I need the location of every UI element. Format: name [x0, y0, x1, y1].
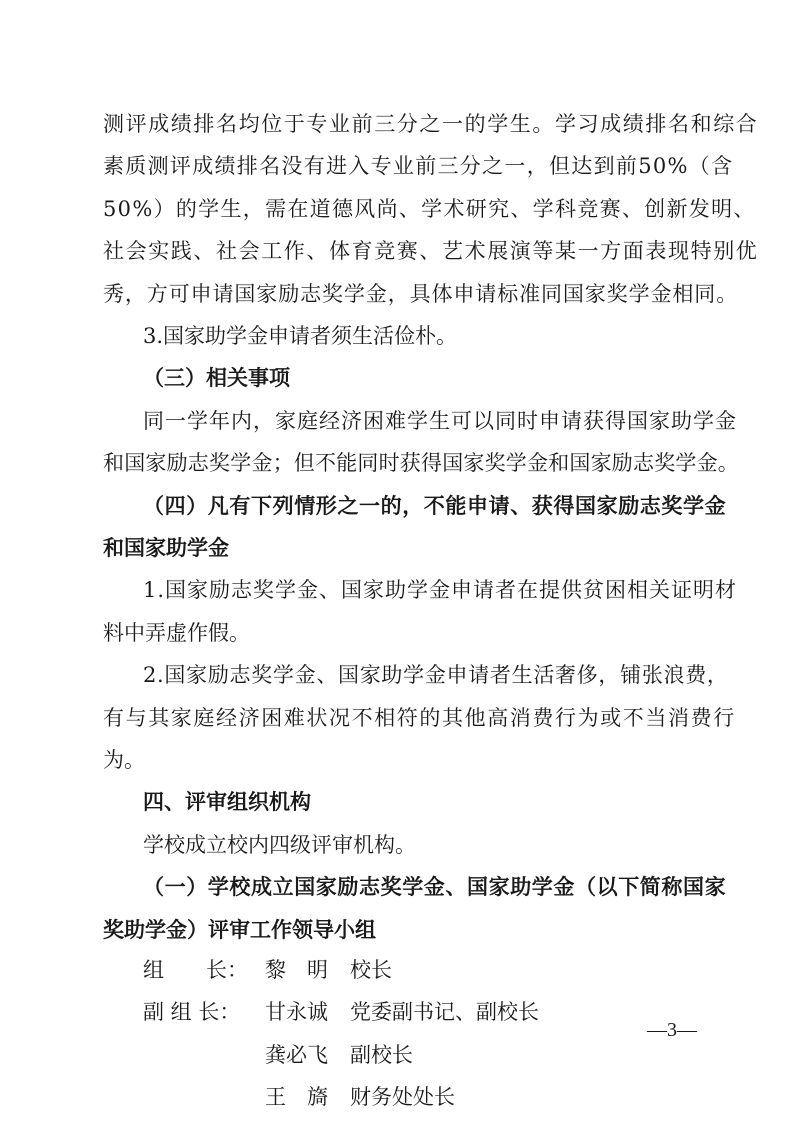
paragraph-line: 社会实践、社会工作、体育竞赛、艺术展演等某一方面表现特别优 [103, 239, 759, 263]
member-name: 龚必飞 [265, 1043, 328, 1067]
paragraph-line: 有与其家庭经济困难状况不相符的其他高消费行为或不当消费行 [103, 706, 736, 730]
paragraph-line: 素质测评成绩排名没有进入专业前三分之一，但达到前50%（含 [103, 154, 734, 178]
paragraph-line: 50%）的学生，需在道德风尚、学术研究、学科竞赛、创新发明、 [103, 197, 756, 221]
member-title: 校长 [350, 958, 392, 982]
section-heading: （三）相关事项 [143, 365, 290, 390]
paragraph-line: 同一学年内，家庭经济困难学生可以同时申请获得国家助学金 [143, 409, 737, 433]
paragraph-line: 3.国家助学金申请者须生活俭朴。 [143, 324, 458, 348]
section-heading: 四、评审组织机构 [143, 789, 311, 814]
member-name: 黎 明 [265, 958, 328, 982]
paragraph-line: 为。 [103, 748, 145, 772]
member-name: 甘永诚 [265, 1000, 328, 1024]
paragraph-line: 测评成绩排名均位于专业前三分之一的学生。学习成绩排名和综合 [103, 112, 759, 136]
paragraph-line: 秀，方可申请国家励志奖学金，具体申请标准同国家奖学金相同。 [103, 282, 739, 306]
section-heading: 奖助学金）评审工作领导小组 [103, 917, 376, 942]
paragraph-line: 和国家励志奖学金；但不能同时获得国家奖学金和国家励志奖学金。 [103, 451, 739, 475]
paragraph-line: 学校成立校内四级评审机构。 [143, 833, 416, 857]
member-title: 副校长 [350, 1043, 413, 1067]
section-heading: 和国家助学金 [103, 535, 229, 560]
member-title: 财务处处长 [350, 1085, 455, 1109]
member-title: 党委副书记、副校长 [350, 1000, 539, 1024]
member-role: 副 组 长： [143, 1000, 241, 1024]
member-role: 组 长： [143, 958, 248, 982]
member-name: 王 旖 [265, 1085, 328, 1109]
section-heading: （四）凡有下列情形之一的，不能申请、获得国家励志奖学金 [143, 493, 727, 518]
paragraph-line: 1.国家励志奖学金、国家助学金申请者在提供贫困相关证明材 [143, 578, 738, 602]
paragraph-line: 2.国家励志奖学金、国家助学金申请者生活奢侈，铺张浪费， [143, 663, 729, 687]
paragraph-line: 料中弄虚作假。 [103, 621, 250, 645]
page-number: —3— [647, 1019, 697, 1041]
section-heading: （一）学校成立国家励志奖学金、国家助学金（以下简称国家 [143, 874, 727, 899]
